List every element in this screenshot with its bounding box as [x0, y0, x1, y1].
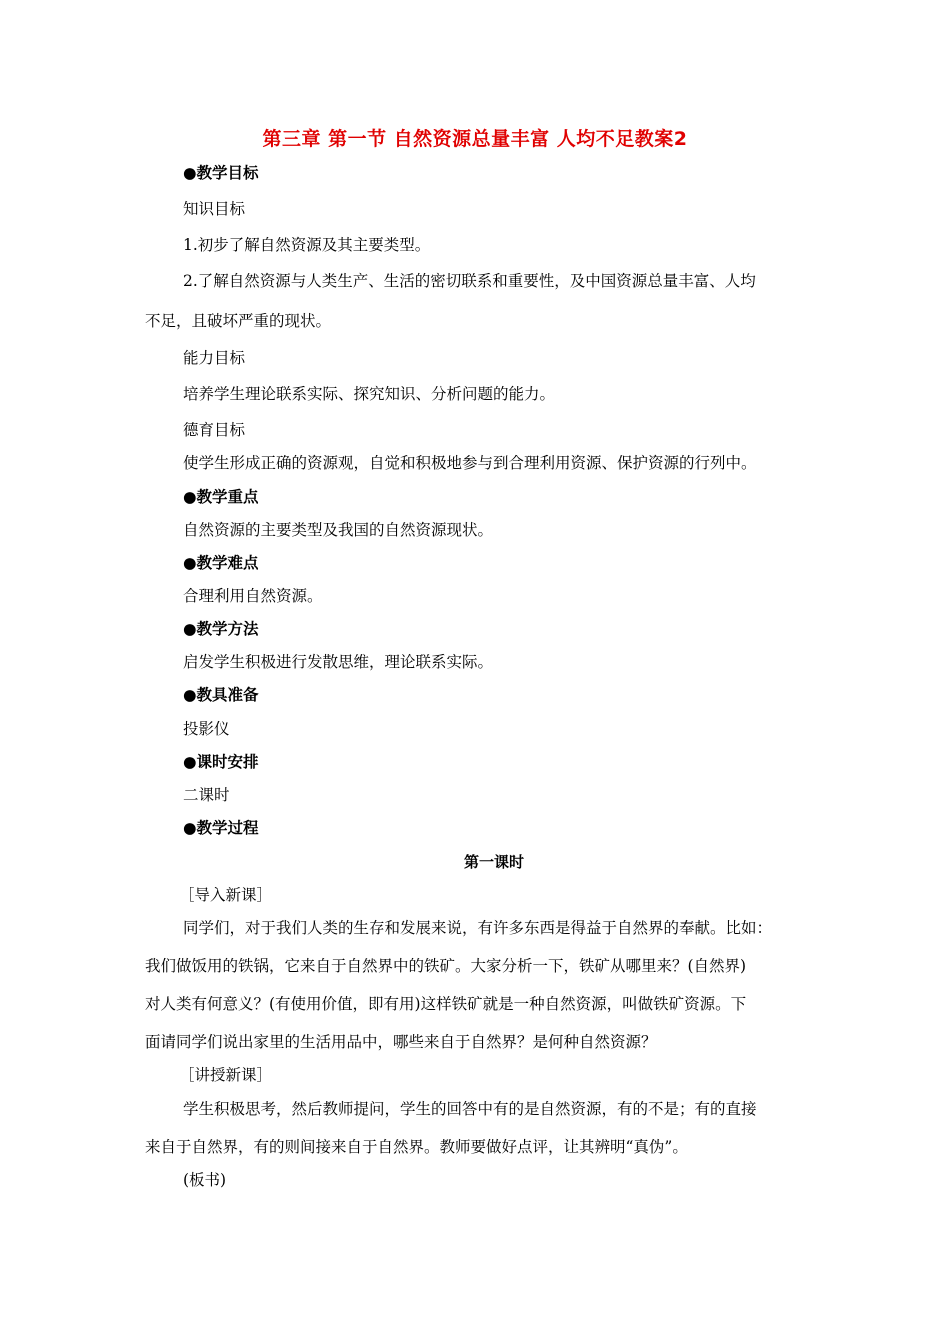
lesson-heading: 第一课时: [463, 853, 524, 871]
knowledge-goal-item-2-line-1: 2.了解自然资源与人类生产、生活的密切联系和重要性，及中国资源总量丰富、人均: [183, 272, 756, 290]
knowledge-goal-item-1: 1.初步了解自然资源及其主要类型。: [183, 236, 431, 254]
intro-label: ［导入新课］: [179, 886, 273, 904]
moral-goal-label: 德育目标: [183, 421, 246, 439]
document-title: 第三章 第一节 自然资源总量丰富 人均不足教案2: [262, 128, 688, 150]
teach-paragraph-line-2: 来自于自然界，有的则间接来自于自然界。教师要做好点评，让其辨明“真伪”。: [145, 1138, 688, 1156]
teach-paragraph-line-1: 学生积极思考，然后教师提问，学生的回答中有的是自然资源，有的不是；有的直接: [183, 1100, 757, 1118]
intro-paragraph-line-2: 我们做饭用的铁锅，它来自于自然界中的铁矿。大家分析一下，铁矿从哪里来？(自然界): [145, 957, 747, 975]
teach-label: ［讲授新课］: [179, 1066, 273, 1084]
intro-paragraph-line-3: 对人类有何意义？(有使用价值，即有用)这样铁矿就是一种自然资源，叫做铁矿资源。下: [145, 995, 747, 1013]
board-label: (板书): [183, 1171, 227, 1189]
knowledge-goal-item-2-line-2: 不足，且破坏严重的现状。: [145, 312, 332, 330]
intro-paragraph-line-4: 面请同学们说出家里的生活用品中，哪些来自于自然界？是何种自然资源？: [145, 1033, 657, 1051]
tools-text: 投影仪: [183, 720, 230, 738]
ability-goal-label: 能力目标: [183, 349, 246, 367]
knowledge-goal-label: 知识目标: [183, 200, 246, 218]
key-points-text: 自然资源的主要类型及我国的自然资源现状。: [183, 521, 494, 539]
tools-heading: ●教具准备: [183, 686, 259, 704]
key-points-heading: ●教学重点: [183, 488, 259, 506]
method-heading: ●教学方法: [183, 620, 259, 638]
process-heading: ●教学过程: [183, 819, 259, 837]
difficulty-text: 合理利用自然资源。: [183, 587, 323, 605]
method-text: 启发学生积极进行发散思维，理论联系实际。: [183, 653, 494, 671]
intro-paragraph-line-1: 同学们，对于我们人类的生存和发展来说，有许多东西是得益于自然界的奉献。比如：: [183, 919, 773, 937]
moral-goal-text: 使学生形成正确的资源观，自觉和积极地参与到合理利用资源、保护资源的行列中。: [183, 454, 757, 472]
teaching-goals-heading: ●教学目标: [183, 164, 259, 182]
difficulty-heading: ●教学难点: [183, 554, 259, 572]
ability-goal-text: 培养学生理论联系实际、探究知识、分析问题的能力。: [183, 385, 556, 403]
schedule-text: 二课时: [183, 786, 230, 804]
schedule-heading: ●课时安排: [183, 753, 259, 771]
